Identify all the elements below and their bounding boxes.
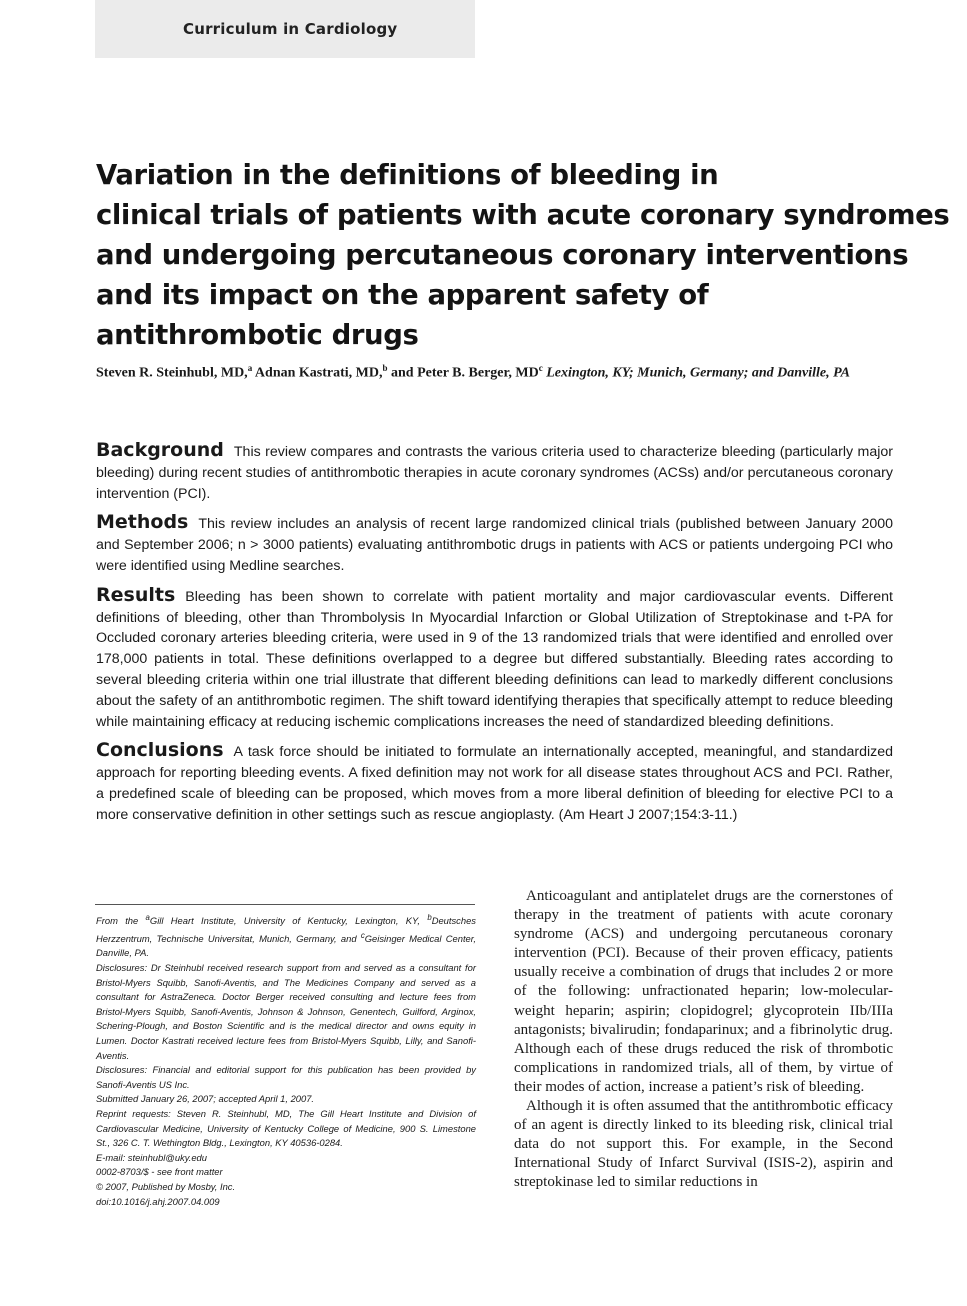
abstract [96,440,893,834]
abstract-text: A task force should be initiated to formulate an internationally accepted, meaningful, and standardized approach for reporting bleeding events. A fixed definition may not work for all disease states throughout ACS and PCI. Rather, a predefined scale of bleeding can be proposed, which moves from a more liberal definition of bleeding for elective PCI to a more conservative definition in other settings such as rescue angioplasty. (Am Heart J 2007;154:3-11.) [96,744,893,823]
body-paragraph: Anticoagulant and antiplatelet drugs are the cornerstones of therapy in the treatment of patients with acute coronary syndrome (ACS) and undergoing percutaneous coronary intervention (PCI). Because of their proven efficacy, patients usually receive a combination of drugs that includes 2 or more of the following: unfractionated heparin; low-molecular-weight heparin; aspirin; clopidogrel; glycoprotein IIb/IIIa antagonists; bivalirudin; fondaparinux; and a fibrinolytic drug. Although each of these drugs reduced the risk of thrombotic complications in randomized trials, all of them, by virtue of their modes of action, increase a patient’s risk of bleeding. [514,888,893,1095]
section-label: Curriculum in Cardiology [183,20,398,38]
title-line: Variation in the definitions of bleeding in [96,159,719,191]
abstract-methods [96,512,893,576]
footnote-text: Geisinger Medical Center, Danville, PA. [96,932,476,959]
footnote-text: From the [96,915,146,927]
author-name: Adnan Kastrati, MD, [254,365,383,381]
abstract-text: This review includes an analysis of recent large randomized clinical trials (published between January 2000 and September 2006; n > 3000 patients) evaluating antithrombotic drugs in patients with ACS or patients undergoing PCI who were identified using Medline searches. [96,516,893,574]
title-line: and undergoing percutaneous coronary interventions [96,239,909,271]
doi[interactable]: doi:10.1016/j.ahj.2007.04.009 [96,1195,220,1207]
footnote-divider [95,904,475,905]
footnotes [96,911,476,1209]
title-line: antithrombotic drugs [96,319,419,351]
abstract-results [96,585,893,733]
issn: 0002-8703/$ - see front matter [96,1166,223,1178]
title-line: and its impact on the apparent safety of [96,279,709,311]
affiliation-marker: c [538,363,543,373]
footnote-text: Deutsches Herzzentrum, Technische Universitat, Munich, Germany, and [96,915,476,944]
affiliation-marker: b [427,913,432,922]
affiliation-marker: b [382,363,388,373]
reprint-requests: Reprint requests: Steven R. Steinhubl, MD, The Gill Heart Institute and Division of Cardiovascular Medicine, University of Kentucky College of Medicine, 900 S. Limestone St., 326 C. T. Wethington Bldg., Lexington, KY 40536-0284. [96,1107,476,1149]
abstract-heading: Background [96,439,224,461]
abstract-text: This review compares and contrasts the various criteria used to characterize bleeding (particularly major bleeding) during recent studies of antithrombotic therapies in acute coronary syndromes (ACSs) and/or percutaneous coronary intervention (PCI). [96,444,893,502]
email[interactable]: E-mail: steinhubl@uky.edu [96,1151,207,1163]
body-column [514,887,893,1193]
abstract-heading: Results [96,583,176,606]
abstract-text: Bleeding has been shown to correlate with patient mortality and major cardiovascular events. Different definitions of bleeding, other than Thrombolysis In Myocardial Infarction or Global Utilization of Streptokinase and t-PA for Occluded coronary arteries bleeding criteria, were used in 9 of the 13 randomized trials that were identified and enrolled over 178,000 patients in total. These definitions overlapped to a degree but differed substantially. Bleeding rates according to several bleeding criteria within one trial illustrate that different bleeding definitions can lead to markedly different conclusions about the safety of an antithrombotic regimen. The shift toward identifying therapies that specifically attempt to reduce bleeding while maintaining efficacy at reducing ischemic complications increases the need of standardized bleeding definitions. [96,588,893,730]
affiliation-marker: a [247,363,253,373]
abstract-conclusions [96,740,893,825]
footnote-text: Gill Heart Institute, University of Kentucky, Lexington, KY, [149,915,428,927]
affiliation-marker: c [360,930,365,940]
abstract-background [96,440,893,504]
author-location: Lexington, KY; Munich, Germany; and Danville, PA [546,365,850,381]
copyright: © 2007, Published by Mosby, Inc. [96,1180,236,1192]
submission-dates: Submitted January 26, 2007; accepted April 1, 2007. [96,1093,315,1105]
author-name: Steven R. Steinhubl, MD, [96,365,248,381]
author-name: and Peter B. Berger, MD [391,365,539,381]
affiliation-marker: a [145,913,150,922]
affiliations [96,911,476,961]
article-title [96,155,950,355]
section-header-tab [95,0,475,58]
author-line [96,359,886,383]
abstract-heading: Methods [96,511,189,534]
disclosures: Disclosures: Dr Steinhubl received research support from and served as a consultant for Bristol-Myers Squibb, Sanofi-Aventis, and The Medicines Company and served as a consultant for AstraZeneca. Doctor Berger received consulting and lecture fees from Bristol-Myers Squibb, Sanofi-Aventis, Johnson & Johnson, Genentech, Guilford, Arginox, Schering-Plough, and Boston Scientific and is the medical director and owns equity in Lumen. Doctor Kastrati received lecture fees from Bristol-Myers Squibb, Lilly, and Sanofi-Aventis. [96,962,476,1061]
abstract-heading: Conclusions [96,739,224,762]
title-line: clinical trials of patients with acute coronary syndromes [96,199,950,231]
disclosures-support: Disclosures: Financial and editorial support for this publication has been provided by Sanofi-Aventis US Inc. [96,1064,476,1090]
body-paragraph: Although it is often assumed that the antithrombotic efficacy of an agent is directly linked to its bleeding risk, clinical trial data do not support this. For example, in the Second International Study of Infarct Survival (ISIS-2), aspirin and streptokinase led to similar reductions in [514,1098,893,1191]
